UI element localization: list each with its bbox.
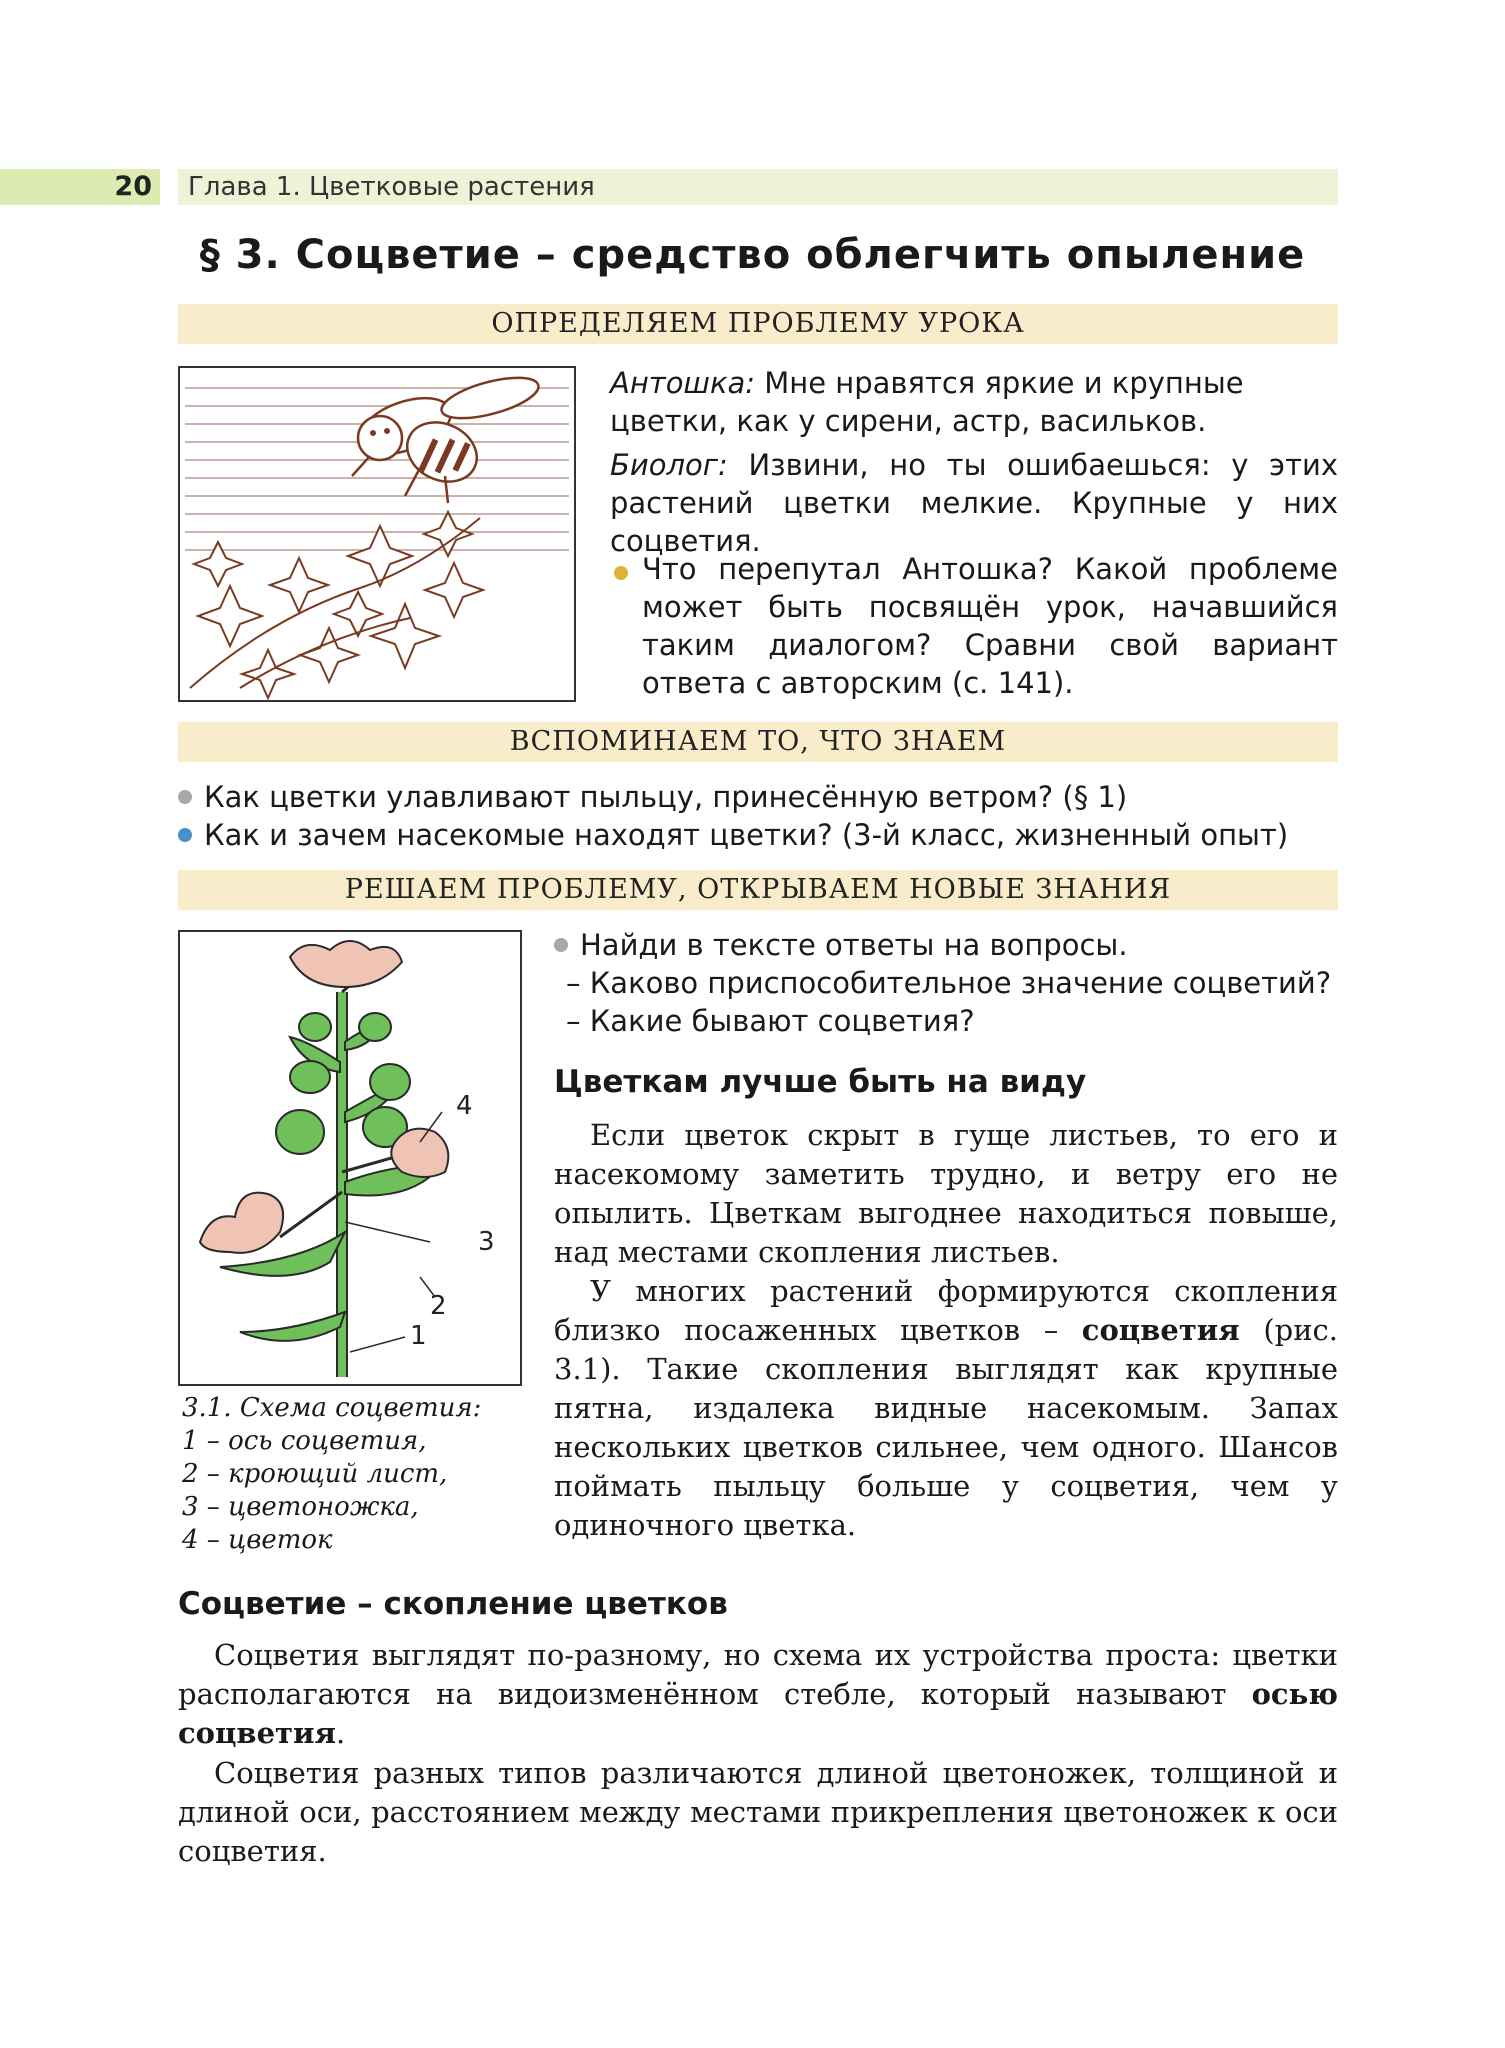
speaker-antoshka: Антошка: <box>610 366 756 400</box>
bullet-gray-icon <box>554 938 568 952</box>
page-number-bar <box>0 169 160 205</box>
subsection2-para1 <box>178 1636 1338 1753</box>
recall-text-1: Как цветки улавливают пыльцу, принесённую ветром? (§ 1) <box>204 780 1128 814</box>
bee-flowers-drawing <box>180 368 574 700</box>
term-axis: осью соцветия <box>178 1677 1338 1750</box>
inflorescence-figure <box>178 930 522 1386</box>
recall-text-2: Как и зачем насекомые находят цветки? (3-й класс, жизненный опыт) <box>204 818 1289 852</box>
dialog-biologist <box>610 446 1338 560</box>
label-4: 4 <box>456 1091 473 1121</box>
speaker-biologist: Биолог: <box>610 448 728 482</box>
problem-question: Что перепутал Антошка? Какой проблеме может быть посвящён урок, начавшийся таким диалогом? Сравни свой вариант ответа с авторским (с. 141). <box>642 552 1338 700</box>
subsection1-para1: Если цветок скрыт в гуще листьев, то его и насекомому заметить трудно, и ветру его не опылить. Цветкам выгоднее находиться повыше, над местами скопления листьев. <box>554 1118 1338 1269</box>
inflorescence-diagram <box>180 932 520 1384</box>
dialog-antoshka <box>610 364 1338 440</box>
band-recall: ВСПОМИНАЕМ ТО, ЧТО ЗНАЕМ <box>178 722 1338 762</box>
para2-text-after: (рис. 3.1). Такие скопления выглядят как крупные пятна, издалека видные насекомым. Запах нескольких цветков сильнее, чем одного. Шансов поймать пыльцу больше у соцветия, чем у одиночного цветка. <box>554 1313 1338 1542</box>
task-question-1: – Каково приспособительное значение соцветий? <box>566 966 1332 1000</box>
bee-illustration <box>178 366 576 702</box>
task-intro <box>554 926 1338 964</box>
s2-para1-after: . <box>335 1716 346 1750</box>
task-intro-text: Найди в тексте ответы на вопросы. <box>580 928 1128 962</box>
caption-title: 3.1. Схема соцветия: <box>182 1393 482 1423</box>
bullet-yellow-icon <box>614 566 640 587</box>
caption-line: 2 – кроющий лист, <box>182 1459 448 1489</box>
caption-line: 3 – цветоножка, <box>182 1492 419 1522</box>
recall-item-1 <box>178 778 1338 816</box>
s2-para1-before: Соцветия выглядят по-разному, но схема их устройства проста: цветки располагаются на видоизменённом стебле, который называют <box>178 1638 1338 1711</box>
caption-line: 4 – цветок <box>182 1525 333 1555</box>
caption-line: 1 – ось соцветия, <box>182 1426 427 1456</box>
chapter-title: Глава 1. Цветковые растения <box>188 172 595 202</box>
term-inflorescence: соцветия <box>1081 1313 1240 1347</box>
subsection2-heading: Соцветие – скопление цветков <box>178 1586 728 1622</box>
section-title: § 3. Соцветие – средство облегчить опыление <box>199 232 1306 278</box>
label-1: 1 <box>410 1321 427 1351</box>
dialog-line-2: Извини, но ты ошибаешься: у этих растений цветки мелкие. Крупные у них соцветия. <box>610 448 1338 558</box>
subsection2-para2: Соцветия разных типов различаются длиной цветоножек, толщиной и длиной оси, расстоянием между местами прикрепления цветоножек к оси соцветия. <box>178 1756 1338 1868</box>
band-problem: ОПРЕДЕЛЯЕМ ПРОБЛЕМУ УРОКА <box>178 304 1338 344</box>
label-3: 3 <box>478 1227 495 1257</box>
label-2: 2 <box>430 1291 447 1321</box>
para2-text-before: У многих растений формируются скопления близко посаженных цветков – <box>554 1274 1338 1347</box>
band-solve: РЕШАЕМ ПРОБЛЕМУ, ОТКРЫВАЕМ НОВЫЕ ЗНАНИЯ <box>178 870 1338 910</box>
subsection1-heading: Цветкам лучше быть на виду <box>554 1064 1087 1100</box>
recall-item-2 <box>178 816 1338 854</box>
figure-caption <box>182 1392 522 1557</box>
subsection1-para2 <box>554 1272 1338 1545</box>
chapter-header <box>178 169 1338 205</box>
bullet-blue-icon <box>178 828 192 842</box>
bullet-gray-icon <box>178 790 192 804</box>
page-number: 20 <box>114 171 152 202</box>
dialog-line-1: Мне нравятся яркие и крупные цветки, как у сирени, астр, васильков. <box>610 366 1244 438</box>
task-question-2: – Какие бывают соцветия? <box>566 1004 975 1038</box>
